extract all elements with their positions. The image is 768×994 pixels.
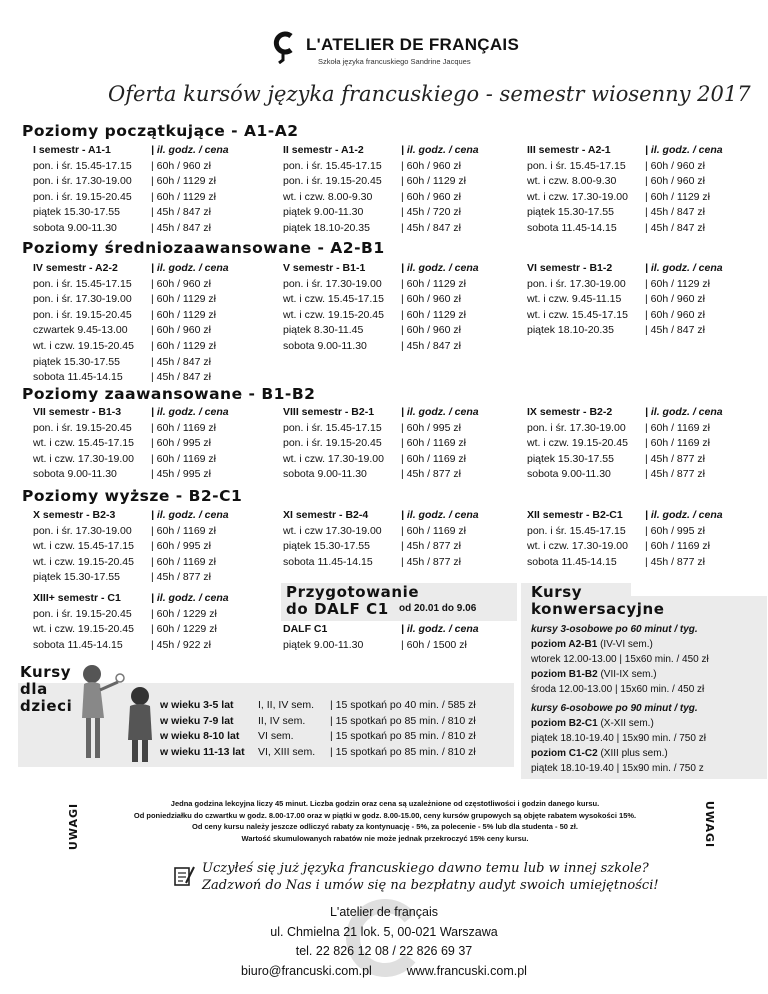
schedule-row	[33, 436, 229, 452]
section-title-a1-a2: Poziomy początkujące - A1-A2	[22, 122, 299, 140]
schedule-price: | 60h / 960 zł	[645, 308, 705, 321]
schedule-price: | il. godz. / cena	[645, 262, 723, 274]
semester-block	[33, 143, 229, 237]
schedule-time: pon. i śr. 15.45-17.15	[283, 159, 382, 172]
konwersacje-title-2: konwersacyjne	[531, 600, 665, 618]
schedule-time: pon. i śr. 17.30-19.00	[283, 277, 382, 290]
schedule-row	[527, 524, 723, 540]
schedule-row	[527, 308, 723, 324]
schedule-price: | 45h / 847 zł	[401, 339, 461, 352]
schedule-time: pon. i śr. 19.15-20.45	[283, 175, 382, 188]
phone: tel. 22 826 12 08 / 22 826 69 37	[295, 944, 473, 958]
semester-header	[33, 405, 229, 421]
schedule-row	[527, 436, 723, 452]
note-line: Jedna godzina lekcyjna liczy 45 minut. Liczba godzin oraz cena są uzależnione od częstotliwości i godzin danego kursu.	[170, 799, 600, 808]
schedule-price: | 60h / 1169 zł	[401, 437, 466, 450]
level-name: poziom B2-C1	[531, 718, 598, 729]
schedule-time: sobota 9.00-11.30	[283, 339, 367, 352]
schedule-price: | 60h / 1169 zł	[151, 452, 216, 465]
schedule-price: | 45h / 877 zł	[401, 468, 461, 481]
logo-mark-icon	[273, 30, 295, 64]
schedule-price: | 60h / 1169 zł	[401, 524, 466, 537]
semester-header	[527, 508, 723, 524]
schedule-time: pon. i śr. 17.30-19.00	[33, 293, 132, 306]
schedule-price: | 60h / 1129 zł	[151, 190, 216, 203]
schedule-row	[33, 638, 229, 654]
schedule-time: sobota 9.00-11.30	[33, 221, 117, 234]
konwersacje-line: kursy 3-osobowe po 60 minut / tyg.	[531, 624, 698, 635]
schedule-price: | 60h / 1129 zł	[401, 175, 466, 188]
schedule-row	[33, 174, 229, 190]
schedule-price: | 45h / 847 zł	[151, 355, 211, 368]
schedule-time: V semestr - B1-1	[283, 262, 366, 274]
schedule-time: sobota 11.45-14.15	[33, 638, 123, 651]
schedule-time: wt. i czw. 8.00-9.30	[527, 175, 617, 188]
schedule-time: pon. i śr. 19.15-20.45	[33, 421, 132, 434]
section-title-a2-b1: Poziomy średniozaawansowane - A2-B1	[22, 239, 385, 257]
schedule-time: sobota 11.45-14.15	[527, 555, 617, 568]
schedule-price: | 60h / 1169 zł	[401, 452, 466, 465]
semester-block	[33, 591, 229, 653]
kids-row	[160, 745, 520, 761]
kids-title-2: dla	[20, 680, 48, 698]
schedule-row	[33, 205, 229, 221]
schedule-price: | 45h / 720 zł	[401, 206, 461, 219]
schedule-price: | 60h / 1129 zł	[401, 308, 466, 321]
schedule-row	[283, 292, 479, 308]
schedule-row	[283, 339, 479, 355]
schedule-price: | il. godz. / cena	[645, 144, 723, 156]
schedule-price: | 60h / 1169 zł	[645, 437, 710, 450]
schedule-time: VIII semestr - B2-1	[283, 406, 375, 418]
schedule-time: II semestr - A1-2	[283, 144, 364, 156]
schedule-price: | 60h / 1129 zł	[151, 308, 216, 321]
schedule-row	[527, 555, 723, 571]
schedule-price: | 45h / 877 zł	[401, 555, 461, 568]
schedule-time: piątek 18.10-20.35	[527, 324, 614, 337]
konwersacje-line: środa 12.00-13.00 | 15x60 min. / 450 zł	[531, 684, 705, 695]
schedule-price: | 45h / 877 zł	[645, 555, 705, 568]
kids-price: | 15 spotkań po 40 min. / 585 zł	[330, 699, 476, 711]
konwersacje-line: wtorek 12.00-13.00 | 15x60 min. / 450 zł	[531, 654, 709, 665]
schedule-price: | 45h / 995 zł	[151, 468, 211, 481]
level-name: poziom A2-B1	[531, 639, 598, 650]
email-www-line	[0, 962, 768, 982]
schedule-time: IV semestr - A2-2	[33, 262, 118, 274]
schedule-price: | 60h / 960 zł	[151, 277, 211, 290]
schedule-time: wt. i czw. 17.30-19.00	[283, 452, 384, 465]
address: ul. Chmielna 21 lok. 5, 00-021 Warszawa	[270, 924, 498, 939]
schedule-time: VII semestr - B1-3	[33, 406, 122, 418]
schedule-row	[33, 607, 229, 623]
note-line: Od ceny kursu należy jeszcze odliczyć rabaty za kontynuację - 5%, za polecenie - 5% lub dla studenta - 50 zł.	[192, 822, 578, 831]
schedule-price: | 45h / 847 zł	[645, 324, 705, 337]
schedule-time: wt. i czw. 15.45-17.15	[527, 308, 628, 321]
schedule-row	[283, 467, 479, 483]
kids-title-1: Kursy	[20, 663, 72, 681]
kids-row	[160, 698, 520, 714]
section-title-b2-c1: Poziomy wyższe - B2-C1	[22, 487, 243, 505]
schedule-price: | 60h / 1500 zł	[401, 638, 467, 651]
schedule-time: pon. i śr. 15.45-17.15	[33, 159, 132, 172]
schedule-time: pon. i śr. 17.30-19.00	[33, 175, 132, 188]
dalf-block	[283, 622, 479, 653]
semester-header	[33, 508, 229, 524]
schedule-row	[33, 555, 229, 571]
schedule-time: pon. i śr. 15.45-17.15	[527, 159, 626, 172]
schedule-time: piątek 15.30-17.55	[33, 355, 120, 368]
schedule-row	[33, 524, 229, 540]
schedule-time: IX semestr - B2-2	[527, 406, 613, 418]
schedule-row	[283, 524, 479, 540]
schedule-time: DALF C1	[283, 623, 328, 635]
schedule-row	[527, 190, 723, 206]
kids-age: w wieku 7-9 lat	[160, 714, 234, 727]
schedule-price: | 45h / 847 zł	[645, 221, 705, 234]
uwagi-label-right: UWAGI	[703, 800, 717, 849]
schedule-price: | 60h / 1169 zł	[645, 540, 710, 553]
schedule-time: piątek 15.30-17.55	[527, 206, 614, 219]
kids-age: w wieku 8-10 lat	[160, 730, 240, 742]
kids-semesters: VI, XIII sem.	[258, 745, 316, 758]
schedule-price: | 60h / 1169 zł	[151, 555, 216, 568]
schedule-price: | 60h / 1229 zł	[151, 607, 217, 620]
schedule-price: | 45h / 847 zł	[401, 221, 461, 234]
schedule-price: | il. godz. / cena	[151, 406, 229, 418]
schedule-price: | il. godz. / cena	[151, 509, 229, 521]
schedule-time: wt. i czw 17.30-19.00	[283, 524, 382, 537]
schedule-row	[283, 159, 479, 175]
kids-semesters: I, II, IV sem.	[258, 699, 315, 711]
semester-block	[527, 405, 723, 483]
schedule-row	[33, 370, 229, 386]
schedule-row	[283, 452, 479, 468]
schedule-price: | 60h / 960 zł	[151, 324, 211, 337]
schedule-time: sobota 9.00-11.30	[283, 468, 367, 481]
schedule-price: | il. godz. / cena	[151, 592, 229, 604]
schedule-time: III semestr - A2-1	[527, 144, 611, 156]
schedule-row	[527, 292, 723, 308]
schedule-price: | 60h / 1129 zł	[151, 175, 216, 188]
schedule-time: sobota 9.00-11.30	[527, 468, 611, 481]
semester-header	[283, 261, 479, 277]
note-line: Od poniedziałku do czwartku w godz. 8.00-17.00 oraz w piątki w godz. 8.00-15.00, ceny kursów grupowych są objęte rabatem wysokości 15%.	[133, 810, 637, 820]
konwersacje-line: piątek 18.10-19.40 | 15x90 min. / 750 zł	[531, 733, 706, 744]
schedule-price: | 60h / 1169 zł	[151, 524, 216, 537]
schedule-time: VI semestr - B1-2	[527, 262, 613, 274]
schedule-price: | il. godz. / cena	[645, 406, 723, 418]
schedule-time: piątek 15.30-17.55	[33, 206, 120, 219]
schedule-time: pon. i śr. 17.30-19.00	[527, 421, 626, 434]
schedule-price: | 45h / 847 zł	[151, 371, 211, 384]
schedule-time: wt. i czw. 19.15-20.45	[527, 437, 628, 450]
schedule-time: wt. i czw. 19.15-20.45	[33, 339, 134, 352]
schedule-row	[527, 467, 723, 483]
schedule-time: wt. i czw. 19.15-20.45	[283, 308, 384, 321]
konwersacje-line	[531, 667, 709, 682]
semester-header	[283, 143, 479, 159]
kids-semesters: II, IV sem.	[258, 714, 306, 727]
kids-age: w wieku 3-5 lat	[160, 699, 234, 711]
schedule-price: | 60h / 995 zł	[151, 540, 211, 553]
semester-block	[283, 143, 479, 237]
schedule-price: | il. godz. / cena	[401, 623, 479, 635]
notepad-icon	[172, 864, 196, 888]
semester-header	[283, 405, 479, 421]
schedule-row	[283, 221, 479, 237]
semester-header	[33, 143, 229, 159]
schedule-time: pon. i śr. 15.45-17.15	[527, 524, 626, 537]
schedule-row	[527, 323, 723, 339]
schedule-time: sobota 11.45-14.15	[527, 221, 617, 234]
schedule-row	[283, 174, 479, 190]
schedule-row	[33, 339, 229, 355]
schedule-row	[527, 421, 723, 437]
konwersacje-line	[531, 637, 709, 652]
schedule-row	[33, 570, 229, 586]
schedule-row	[33, 159, 229, 175]
school-name: L'atelier de français	[329, 905, 438, 919]
kids-row	[160, 714, 520, 730]
level-range: (XIII plus sem.)	[597, 748, 668, 759]
semester-block	[33, 508, 229, 586]
schedule-row	[33, 277, 229, 293]
level-range: (VII-IX sem.)	[597, 669, 657, 680]
schedule-time: czwartek 9.45-13.00	[33, 324, 128, 337]
schedule-row	[33, 622, 229, 638]
schedule-time: piątek 15.30-17.55	[283, 540, 370, 553]
konwersacje-title-1: Kursy	[531, 583, 583, 601]
website-link[interactable]: www.francuski.com.pl	[406, 963, 527, 978]
page-title: Oferta kursów języka francuskiego - semestr wiosenny 2017	[108, 82, 751, 106]
schedule-time: pon. i śr. 17.30-19.00	[527, 277, 626, 290]
schedule-time: XII semestr - B2-C1	[527, 509, 623, 521]
semester-block	[283, 405, 479, 483]
schedule-price: | 60h / 1129 zł	[151, 339, 216, 352]
schedule-time: piątek 9.00-11.30	[283, 206, 364, 219]
schedule-price: | 45h / 847 zł	[645, 206, 705, 219]
schedule-price: | 60h / 960 zł	[151, 159, 211, 172]
schedule-row	[527, 159, 723, 175]
schedule-price: | 60h / 1129 zł	[151, 293, 216, 306]
schedule-price: | 60h / 960 zł	[401, 324, 461, 337]
schedule-row	[33, 292, 229, 308]
note-line: Wartość skumulowanych rabatów nie może jednak przekroczyć 15% ceny kursu.	[241, 833, 529, 843]
schedule-price: | 60h / 995 zł	[401, 421, 461, 434]
kids-semesters: VI sem.	[258, 730, 294, 742]
schedule-time: piątek 9.00-11.30	[283, 638, 364, 651]
konwersacje-line: kursy 6-osobowe po 90 minut / tyg.	[531, 703, 698, 714]
schedule-row	[527, 452, 723, 468]
kids-photo-image	[72, 660, 162, 768]
schedule-row	[33, 355, 229, 371]
schedule-price: | il. godz. / cena	[151, 262, 229, 274]
schedule-row	[33, 221, 229, 237]
schedule-row	[283, 323, 479, 339]
schedule-price: | 45h / 877 zł	[645, 468, 705, 481]
schedule-time: piątek 18.10-20.35	[283, 221, 370, 234]
schedule-time: pon. i śr. 15.45-17.15	[33, 277, 132, 290]
schedule-time: pon. i śr. 19.15-20.45	[283, 437, 382, 450]
schedule-price: | 45h / 877 zł	[645, 452, 705, 465]
schedule-time: sobota 11.45-14.15	[283, 555, 373, 568]
schedule-time: pon. i śr. 17.30-19.00	[33, 524, 132, 537]
semester-block	[283, 508, 479, 570]
uwagi-label-left: UWAGI	[67, 802, 81, 851]
schedule-row	[527, 205, 723, 221]
semester-block	[527, 261, 723, 339]
schedule-price: | 60h / 960 zł	[401, 293, 461, 306]
konwersacje-line	[531, 716, 709, 731]
level-name: poziom C1-C2	[531, 748, 598, 759]
schedule-time: piątek 15.30-17.55	[33, 571, 120, 584]
schedule-time: wt. i czw. 19.15-20.45	[33, 555, 134, 568]
schedule-time: I semestr - A1-1	[33, 144, 111, 156]
schedule-time: wt. i czw. 17.30-19.00	[33, 452, 134, 465]
semester-header	[33, 591, 229, 607]
level-range: (X-XII sem.)	[597, 718, 654, 729]
schedule-time: wt. i czw. 9.45-11.15	[527, 293, 622, 306]
schedule-price: | il. godz. / cena	[401, 509, 479, 521]
semester-header	[527, 143, 723, 159]
schedule-price: | il. godz. / cena	[645, 509, 723, 521]
schedule-price: | 45h / 847 zł	[151, 206, 211, 219]
schedule-time: XI semestr - B2-4	[283, 509, 369, 521]
schedule-time: wt. i czw. 17.30-19.00	[527, 190, 628, 203]
schedule-row	[283, 436, 479, 452]
slogan-line-2: Zadzwoń do Nas i umów się na bezpłatny audyt swoich umiejętności!	[202, 878, 659, 893]
schedule-time: piątek 8.30-11.45	[283, 324, 364, 337]
brand-subtitle: Szkoła języka francuskiego Sandrine Jacques	[318, 57, 471, 66]
contact-block	[0, 903, 768, 981]
schedule-price: | 60h / 1169 zł	[645, 421, 710, 434]
kids-age: w wieku 11-13 lat	[160, 745, 245, 758]
kids-table	[160, 698, 520, 760]
schedule-price: | 45h / 922 zł	[151, 638, 211, 651]
schedule-row	[283, 277, 479, 293]
schedule-price: | 60h / 995 zł	[645, 524, 705, 537]
schedule-price: | 45h / 877 zł	[151, 571, 211, 584]
schedule-row	[283, 638, 479, 654]
semester-header	[283, 508, 479, 524]
semester-block	[33, 405, 229, 483]
dalf-title-2: do DALF C1	[286, 600, 389, 618]
schedule-price: | 60h / 960 zł	[401, 190, 461, 203]
schedule-time: wt. i czw. 15.45-17.15	[283, 293, 384, 306]
schedule-price: | il. godz. / cena	[401, 406, 479, 418]
dalf-title-1: Przygotowanie	[286, 583, 420, 601]
semester-block	[527, 143, 723, 237]
level-range: (IV-VI sem.)	[597, 639, 653, 650]
schedule-row	[283, 308, 479, 324]
schedule-row	[33, 308, 229, 324]
schedule-price: | 60h / 960 zł	[645, 175, 705, 188]
semester-header	[33, 261, 229, 277]
schedule-time: sobota 9.00-11.30	[33, 468, 117, 481]
schedule-time: sobota 11.45-14.15	[33, 371, 123, 384]
email-link[interactable]: biuro@francuski.com.pl	[241, 963, 372, 978]
schedule-row	[33, 539, 229, 555]
semester-header	[527, 405, 723, 421]
schedule-time: pon. i śr. 15.45-17.15	[283, 421, 382, 434]
schedule-row	[283, 205, 479, 221]
schedule-time: wt. i czw. 15.45-17.15	[33, 437, 134, 450]
kids-price: | 15 spotkań po 85 min. / 810 zł	[330, 730, 476, 742]
schedule-row	[283, 539, 479, 555]
semester-block	[283, 261, 479, 355]
konwersacje-line: piątek 18.10-19.40 | 15x90 min. / 750 z	[531, 763, 704, 774]
kids-row	[160, 729, 520, 745]
semester-block	[33, 261, 229, 386]
schedule-time: wt. i czw. 8.00-9.30	[283, 190, 373, 203]
schedule-time: pon. i śr. 19.15-20.45	[33, 190, 132, 203]
schedule-price: | 60h / 1129 zł	[401, 277, 466, 290]
schedule-price: | il. godz. / cena	[401, 144, 479, 156]
schedule-row	[283, 555, 479, 571]
schedule-row	[33, 452, 229, 468]
schedule-time: piątek 15.30-17.55	[527, 452, 614, 465]
brand-name: L'ATELIER DE FRANÇAIS	[306, 35, 520, 54]
dalf-dates: od 20.01 do 9.06	[399, 603, 477, 614]
section-title-b1-b2: Poziomy zaawansowane - B1-B2	[22, 385, 316, 403]
schedule-price: | 60h / 995 zł	[151, 437, 211, 450]
schedule-price: | 60h / 1169 zł	[151, 421, 216, 434]
schedule-row	[527, 539, 723, 555]
konwersacje-line	[531, 746, 709, 761]
schedule-row	[283, 421, 479, 437]
schedule-price: | 60h / 1129 zł	[645, 190, 710, 203]
schedule-row	[527, 221, 723, 237]
slogan-line-1: Uczyłeś się już języka francuskiego dawno temu lub w innej szkole?	[202, 861, 649, 876]
semester-header	[527, 261, 723, 277]
schedule-price: | 45h / 877 zł	[401, 540, 461, 553]
schedule-time: XIII+ semestr - C1	[33, 592, 121, 604]
schedule-time: X semestr - B2-3	[33, 509, 116, 521]
schedule-price: | 60h / 1129 zł	[645, 277, 710, 290]
schedule-price: | 45h / 847 zł	[151, 221, 211, 234]
level-name: poziom B1-B2	[531, 669, 598, 680]
uwagi-notes	[90, 798, 680, 844]
schedule-time: pon. i śr. 19.15-20.45	[33, 308, 132, 321]
schedule-time: wt. i czw. 19.15-20.45	[33, 623, 134, 636]
schedule-row	[33, 421, 229, 437]
schedule-price: | 60h / 1229 zł	[151, 623, 217, 636]
schedule-row	[527, 174, 723, 190]
schedule-price: | 60h / 960 zł	[401, 159, 461, 172]
schedule-time: wt. i czw. 15.45-17.15	[33, 540, 134, 553]
schedule-row	[33, 190, 229, 206]
schedule-row	[33, 467, 229, 483]
konwersacje-list	[531, 622, 709, 776]
semester-block	[527, 508, 723, 570]
schedule-row	[283, 190, 479, 206]
kids-title-3: dzieci	[20, 697, 73, 715]
schedule-row	[33, 323, 229, 339]
schedule-row	[527, 277, 723, 293]
schedule-time: wt. i czw. 17.30-19.00	[527, 540, 628, 553]
schedule-price: | il. godz. / cena	[151, 144, 229, 156]
kids-price: | 15 spotkań po 85 min. / 810 zł	[330, 714, 476, 727]
schedule-price: | il. godz. / cena	[401, 262, 479, 274]
kids-price: | 15 spotkań po 85 min. / 810 zł	[330, 745, 476, 758]
schedule-price: | 60h / 960 zł	[645, 293, 705, 306]
schedule-time: pon. i śr. 19.15-20.45	[33, 607, 132, 620]
semester-header	[283, 622, 479, 638]
schedule-price: | 60h / 960 zł	[645, 159, 705, 172]
